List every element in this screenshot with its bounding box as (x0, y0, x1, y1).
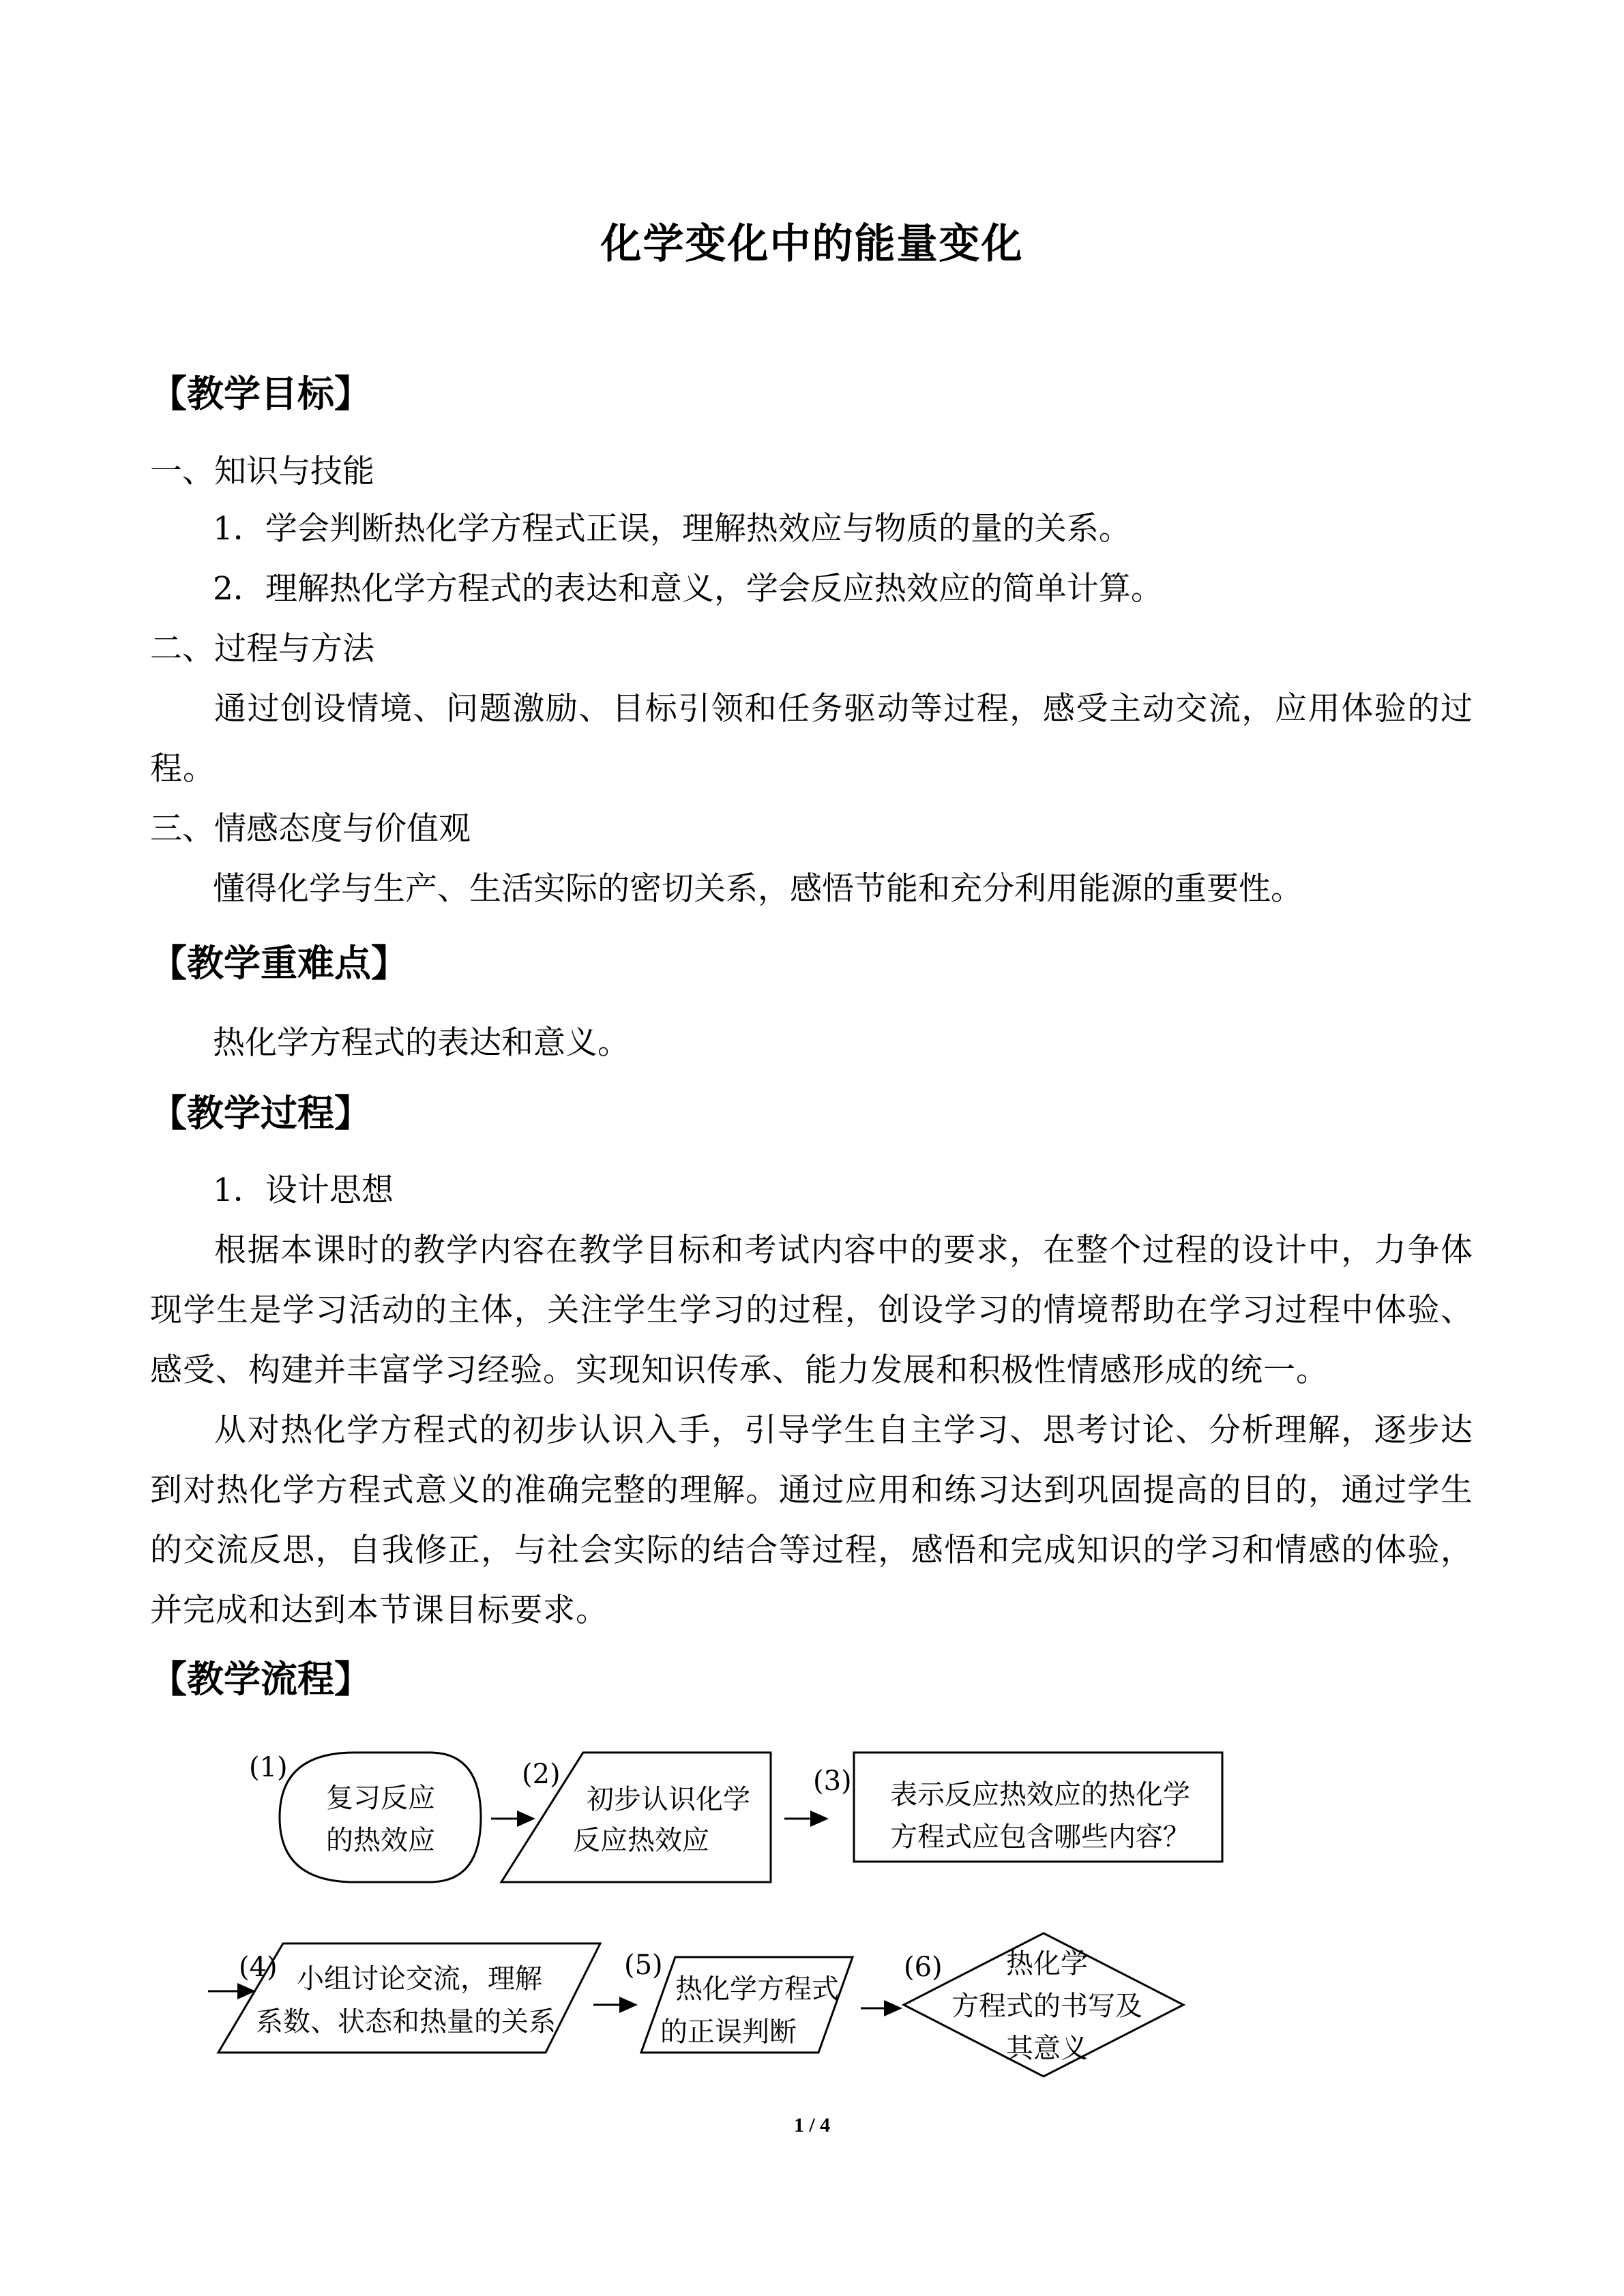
flow-step-3-number: (3) (813, 1765, 852, 1797)
flow-step-2-line2: 反应热效应 (573, 1825, 709, 1856)
flow-step-6-number: (6) (904, 1952, 943, 1983)
flow-step-2-number: (2) (522, 1759, 561, 1790)
process-item-1: 1．设计思想 (213, 1172, 394, 1209)
flow-step-6-line2: 方程式的书写及 (951, 1991, 1142, 2022)
flow-step-4-number: (4) (239, 1952, 278, 1983)
flow-step-4-line2: 系数、状态和热量的关系 (256, 2006, 556, 2038)
flow-step-3-line1: 表示反应热效应的热化学 (890, 1779, 1190, 1810)
flow-step-6-line1: 热化学 (1006, 1948, 1088, 1980)
page-number: 1 / 4 (793, 2114, 831, 2136)
process-paragraph-1: 根据本课时的教学内容在教学目标和考试内容中的要求，在整个过程的设计中，力争体现学生是学习活动的主体，关注学生学习的过程，创设学习的情境帮助在学习过程中体验、感受、构建并丰富学习经验。实现知识传承、能力发展和积极性情感形成的统一。 (150, 1232, 1473, 1389)
flow-step-3-line2: 方程式应包含哪些内容？ (890, 1821, 1190, 1853)
heading-process: 【教学过程】 (150, 1092, 371, 1135)
knowledge-item-1: 1．学会判断热化学方程式正误，理解热效应与物质的量的关系。 (213, 510, 1131, 548)
section-knowledge-title: 一、知识与技能 (150, 453, 374, 490)
flow-step-6-line3: 其意义 (1006, 2033, 1088, 2064)
process-paragraph-2: 从对热化学方程式的初步认识入手，引导学生自主学习、思考讨论、分析理解，逐步达到对热化学方程式意义的准确完整的理解。通过应用和练习达到巩固提高的目的，通过学生的交流反思，自我修正，与社会实际的结合等过程，感悟和完成知识的学习和情感的体验，并完成和达到本节课目标要求。 (150, 1412, 1473, 1629)
section-values-title: 三、情感态度与价值观 (150, 810, 471, 848)
knowledge-item-2: 2．理解热化学方程式的表达和意义，学会反应热效应的简单计算。 (213, 570, 1163, 608)
values-text: 懂得化学与生产、生活实际的密切关系，感悟节能和充分利用能源的重要性。 (213, 870, 1303, 908)
keypoints-text: 热化学方程式的表达和意义。 (213, 1024, 630, 1062)
flow-step-1-line2: 的热效应 (326, 1825, 435, 1856)
flow-step-5-number: (5) (624, 1950, 663, 1981)
flow-step-5-line2: 的正误判断 (660, 2016, 797, 2048)
flow-step-1-shape (280, 1753, 481, 1882)
page-title: 化学变化中的能量变化 (600, 220, 1024, 268)
heading-objectives: 【教学目标】 (150, 372, 371, 415)
flow-step-4-line1: 小组讨论交流，理解 (297, 1963, 542, 1995)
flow-step-1-number: (1) (249, 1752, 288, 1783)
heading-flow: 【教学流程】 (150, 1658, 371, 1701)
flow-step-1-line1: 复习反应 (326, 1783, 435, 1814)
process-method-text: 通过创设情境、问题激励、目标引领和任务驱动等过程，感受主动交流，应用体验的过程。 (150, 690, 1473, 788)
flow-step-5-line1: 热化学方程式 (675, 1973, 839, 2005)
heading-keypoints: 【教学重难点】 (150, 942, 408, 985)
section-process-method-title: 二、过程与方法 (150, 630, 374, 668)
flow-step-2-line1: 初步认识化学 (587, 1784, 750, 1815)
